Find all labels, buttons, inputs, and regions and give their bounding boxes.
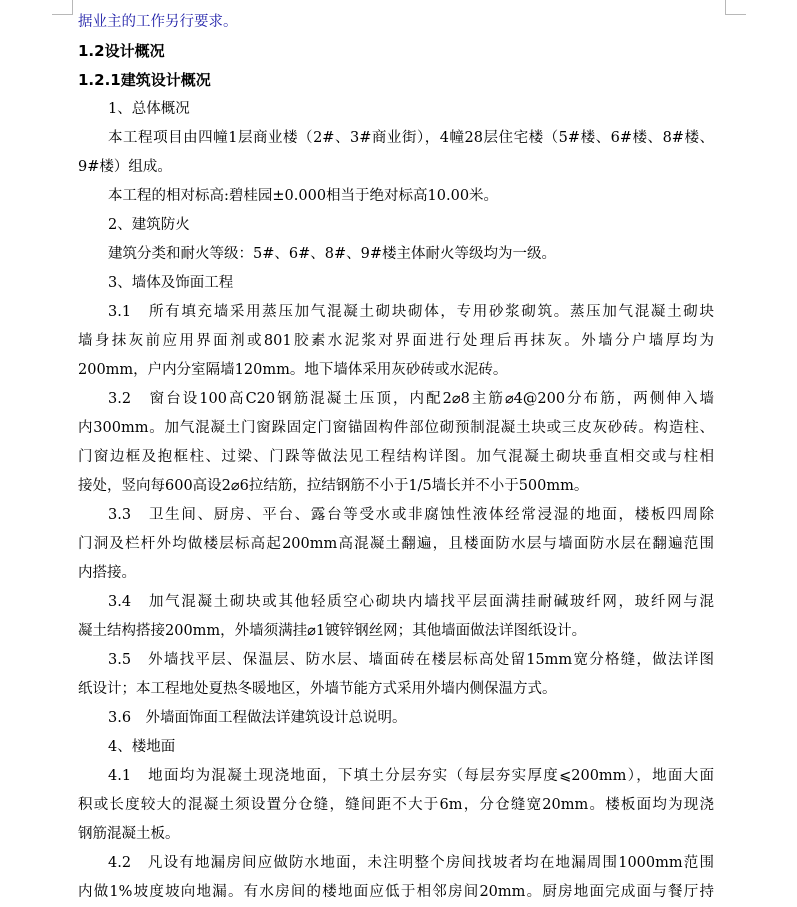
- paragraph-line: 本工程的相对标高:碧桂园±0.000相当于绝对标高10.00米。: [108, 188, 499, 204]
- paragraph-line: 建筑分类和耐火等级：5#、6#、8#、9#楼主体耐火等级均为一级。: [108, 246, 556, 262]
- paragraph-line: 积或长度较大的混凝土须设置分仓缝，缝间距不大于6m，分仓缝宽20mm。楼板面均为现浇: [78, 797, 714, 813]
- paragraph-line: 3、墙体及饰面工程: [108, 275, 234, 291]
- paragraph-line: 据业主的工作另行要求。: [78, 14, 238, 30]
- paragraph-line: 1、总体概况: [108, 101, 190, 117]
- paragraph-line: 1.2.1建筑设计概况: [78, 71, 211, 89]
- paragraph-line: 200mm，户内分室隔墙120mm。地下墙体采用灰砂砖或水泥砖。: [78, 362, 508, 378]
- paragraph-line: 纸设计；本工程地处夏热冬暖地区，外墙节能方式采用外墙内侧保温方式。: [78, 681, 557, 697]
- page-corner-mark-left: [52, 0, 73, 15]
- paragraph-line: 墙身抹灰前应用界面剂或801胶素水泥浆对界面进行处理后再抹灰。外墙分户墙厚均为: [78, 333, 714, 349]
- paragraph-line: 钢筋混凝土板。: [78, 826, 180, 842]
- paragraph-line: 3.1 所有填充墙采用蒸压加气混凝土砌块砌体，专用砂浆砌筑。蒸压加气混凝土砌块: [108, 304, 714, 320]
- paragraph-line: 门洞及栏杆外均做楼层标高起200mm高混凝土翻遍，且楼面防水层与墙面防水层在翻遍范围: [78, 536, 714, 552]
- paragraph-line: 3.3 卫生间、厨房、平台、露台等受水或非腐蚀性液体经常浸湿的地面，楼板四周除: [108, 507, 714, 523]
- paragraph-line: 4、楼地面: [108, 739, 176, 755]
- paragraph-line: 4.2 凡设有地漏房间应做防水地面，未注明整个房间找坡者均在地漏周围1000mm范围: [108, 855, 714, 871]
- paragraph-line: 9#楼）组成。: [78, 159, 172, 175]
- paragraph-line: 3.5 外墙找平层、保温层、防水层、墙面砖在楼层标高处留15mm宽分格缝，做法详图: [108, 652, 714, 668]
- paragraph-line: 3.6 外墙面饰面工程做法详建筑设计总说明。: [108, 710, 407, 726]
- paragraph-line: 接处，竖向每600高设2⌀6拉结筋，拉结钢筋不小于1/5墙长并不小于500mm。: [78, 478, 589, 494]
- paragraph-line: 内搭接。: [78, 565, 136, 581]
- paragraph-line: 3.4 加气混凝土砌块或其他轻质空心砌块内墙找平层面满挂耐碱玻纤网，玻纤网与混: [108, 594, 714, 610]
- document-page: [78, 8, 714, 907]
- paragraph-line: 2、建筑防火: [108, 217, 190, 233]
- paragraph-line: 4.1 地面均为混凝土现浇地面，下填土分层夯实（每层夯实厚度⩽200mm），地面大面: [108, 768, 714, 784]
- paragraph-line: 门窗边框及抱框柱、过梁、门跺等做法见工程结构详图。加气混凝土砌块垂直相交或与柱相: [78, 449, 714, 465]
- paragraph-line: 1.2设计概况: [78, 42, 165, 60]
- paragraph-line: 内300mm。加气混凝土门窗跺固定门窗锚固构件部位砌预制混凝土块或三皮灰砂砖。构造柱、: [78, 420, 714, 436]
- page-corner-mark-right: [725, 0, 746, 15]
- paragraph-line: 3.2 窗台设100高C20钢筋混凝土压顶，内配2⌀8主筋⌀4@200分布筋，两侧伸入墙: [108, 391, 714, 407]
- paragraph-line: 本工程项目由四幢1层商业楼（2#、3#商业街），4幢28层住宅楼（5#楼、6#楼、8#楼、: [108, 130, 714, 146]
- paragraph-line: 内做1%坡度坡向地漏。有水房间的楼地面应低于相邻房间20mm。厨房地面完成面与餐厅持: [78, 884, 714, 900]
- paragraph-line: 凝土结构搭接200mm，外墙须满挂⌀1镀锌钢丝网；其他墙面做法详图纸设计。: [78, 623, 587, 639]
